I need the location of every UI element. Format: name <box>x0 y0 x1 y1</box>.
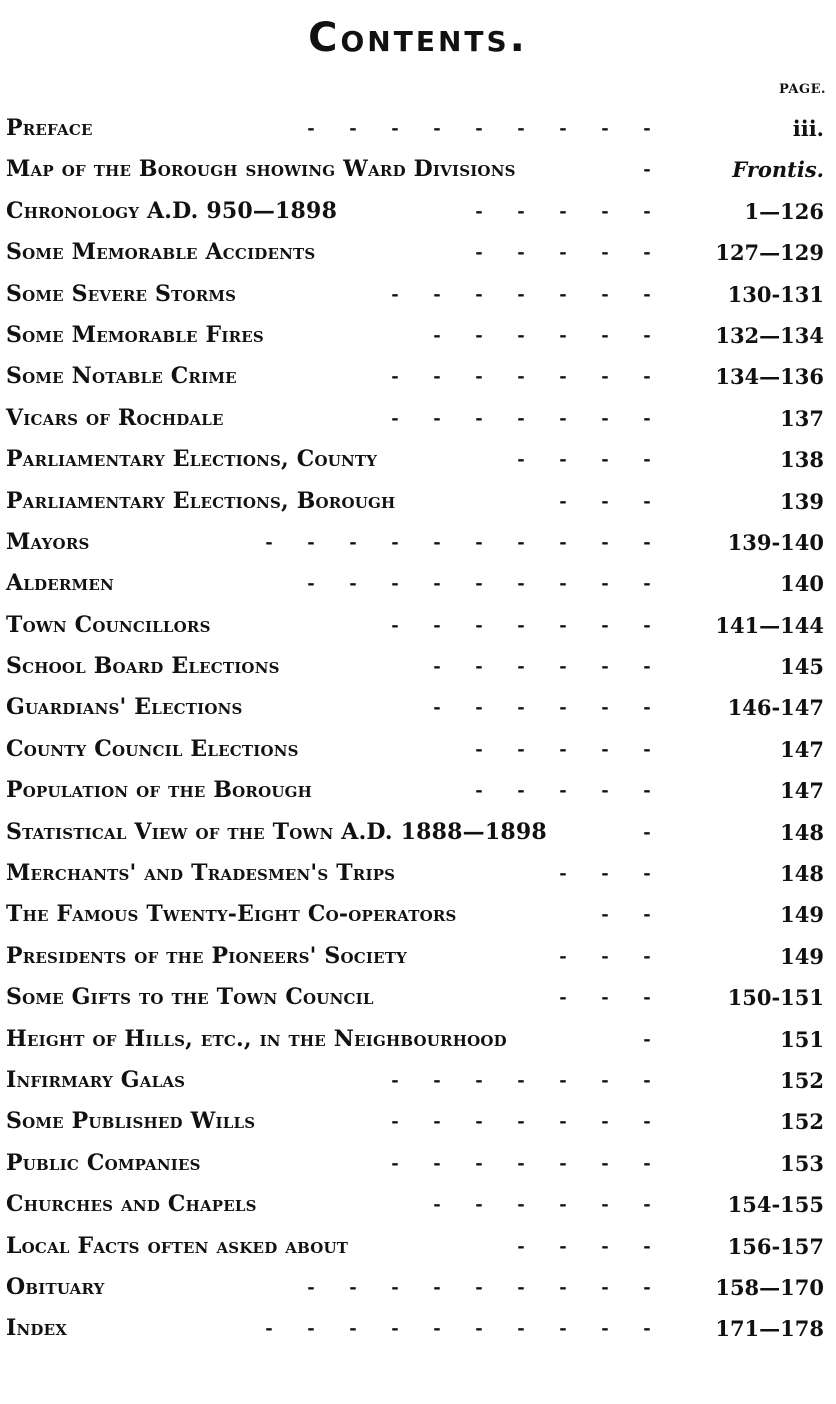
toc-entry-title: Chronology A.D. 950—1898 <box>6 197 338 224</box>
toc-entry-page: 139 <box>780 488 824 514</box>
leader-dot: - <box>433 324 441 346</box>
leader-dot: - <box>643 904 651 926</box>
toc-entry-page: 153 <box>780 1150 824 1176</box>
leader-dots <box>626 149 668 190</box>
leader-dot: - <box>559 1276 567 1298</box>
leader-dot: - <box>433 1069 441 1091</box>
leader-dot: - <box>601 449 609 471</box>
leader-dot: - <box>475 531 483 553</box>
leader-dot: - <box>601 945 609 967</box>
leader-dot: - <box>601 407 609 429</box>
toc-entry-title: Some Published Wills <box>6 1108 256 1135</box>
leader-dot: - <box>601 366 609 388</box>
leader-dot: - <box>601 531 609 553</box>
leader-dot: - <box>433 366 441 388</box>
leader-dot: - <box>643 1111 651 1133</box>
leader-dot: - <box>601 904 609 926</box>
toc-entry-page: 138 <box>780 447 824 473</box>
leader-dot: - <box>517 242 525 264</box>
leader-dots <box>542 481 668 522</box>
leader-dot: - <box>559 656 567 678</box>
leader-dot: - <box>601 324 609 346</box>
toc-entry-page: 145 <box>780 654 824 680</box>
leader-dot: - <box>475 283 483 305</box>
leader-dot: - <box>391 118 399 139</box>
leader-dots <box>584 894 668 935</box>
toc-entry <box>6 894 824 935</box>
toc-entry-page: iii. <box>792 116 824 141</box>
leader-dot: - <box>517 1111 525 1133</box>
leader-dot: - <box>475 738 483 760</box>
leader-dot: - <box>559 283 567 305</box>
leader-dot: - <box>517 697 525 719</box>
leader-dot: - <box>517 614 525 636</box>
toc-entry <box>6 729 824 770</box>
leader-dot: - <box>601 780 609 802</box>
leader-dots <box>542 853 668 894</box>
leader-dot: - <box>265 531 273 553</box>
toc-entry-page: 139-140 <box>727 529 824 555</box>
toc-entry <box>6 1143 824 1184</box>
leader-dot: - <box>601 1276 609 1298</box>
leader-dot: - <box>601 1318 609 1340</box>
leader-dot: - <box>307 1276 315 1298</box>
leader-dot: - <box>643 283 651 305</box>
leader-dot: - <box>349 1318 357 1340</box>
toc-entry <box>6 108 824 149</box>
toc-entry-title: County Council Elections <box>6 735 299 762</box>
leader-dot: - <box>559 490 567 512</box>
toc-entry-page: 171—178 <box>715 1316 824 1342</box>
leader-dot: - <box>517 1152 525 1174</box>
toc-entry-page: 148 <box>780 861 824 887</box>
leader-dots <box>374 1101 668 1142</box>
toc-entry-title: Vicars of Rochdale <box>6 404 224 431</box>
leader-dot: - <box>643 780 651 802</box>
toc-entry <box>6 356 824 397</box>
toc-entry <box>6 687 824 728</box>
leader-dots <box>500 1226 668 1267</box>
leader-dot: - <box>517 1235 525 1257</box>
leader-dot: - <box>643 324 651 346</box>
leader-dot: - <box>643 697 651 719</box>
leader-dot: - <box>433 407 441 429</box>
leader-dot: - <box>433 1318 441 1340</box>
leader-dot: - <box>475 1276 483 1298</box>
leader-dot: - <box>517 200 525 222</box>
leader-dot: - <box>601 490 609 512</box>
leader-dot: - <box>349 573 357 595</box>
leader-dot: - <box>475 573 483 595</box>
leader-dot: - <box>601 1194 609 1216</box>
toc-entry-page: 152 <box>780 1109 824 1135</box>
leader-dot: - <box>475 1194 483 1216</box>
leader-dot: - <box>517 1069 525 1091</box>
leader-dot: - <box>559 945 567 967</box>
toc-entry <box>6 1267 824 1308</box>
leader-dot: - <box>559 614 567 636</box>
toc-entry-title: Height of Hills, etc., in the Neighbourhood <box>6 1025 507 1052</box>
toc-entry-page: 148 <box>780 819 824 845</box>
leader-dot: - <box>433 118 441 139</box>
toc-entry <box>6 812 824 853</box>
toc-entry-page: 141—144 <box>715 612 824 638</box>
leader-dot: - <box>517 1318 525 1340</box>
leader-dot: - <box>517 283 525 305</box>
leader-dot: - <box>433 614 441 636</box>
toc-entry-title: Preface <box>6 115 93 141</box>
leader-dot: - <box>349 1276 357 1298</box>
leader-dot: - <box>643 1028 651 1050</box>
toc-entry-title: Town Councillors <box>6 611 211 638</box>
toc-entry <box>6 1019 824 1060</box>
toc-entry-page: 1—126 <box>744 198 824 224</box>
toc-entry-page: 127—129 <box>715 240 824 266</box>
leader-dots <box>458 232 668 273</box>
leader-dot: - <box>349 531 357 553</box>
leader-dots <box>458 729 668 770</box>
toc-entry-page: 156-157 <box>727 1233 824 1259</box>
toc-entry <box>6 563 824 604</box>
leader-dot: - <box>643 366 651 388</box>
leader-dot: - <box>559 1111 567 1133</box>
leader-dot: - <box>601 614 609 636</box>
leader-dots <box>248 522 668 563</box>
toc-entry-page: 146-147 <box>727 695 824 721</box>
leader-dot: - <box>475 200 483 222</box>
leader-dots <box>416 315 668 356</box>
leader-dot: - <box>643 614 651 636</box>
toc-entry-title: Guardians' Elections <box>6 694 243 721</box>
toc-entry-page: 151 <box>780 1026 824 1052</box>
leader-dots <box>542 977 668 1018</box>
leader-dot: - <box>391 1069 399 1091</box>
leader-dot: - <box>391 407 399 429</box>
toc-entry-page: 158—170 <box>715 1274 824 1300</box>
toc-entry-title: Parliamentary Elections, Borough <box>6 487 396 514</box>
page-column-header: PAGE. <box>779 82 826 97</box>
leader-dot: - <box>601 118 609 139</box>
toc-entry-page: 150-151 <box>727 985 824 1011</box>
leader-dot: - <box>601 242 609 264</box>
leader-dot: - <box>643 242 651 264</box>
leader-dot: - <box>433 531 441 553</box>
toc-entry-title: Index <box>6 1315 68 1342</box>
leader-dot: - <box>559 697 567 719</box>
leader-dot: - <box>601 697 609 719</box>
toc-entry-page: 130-131 <box>727 281 824 307</box>
leader-dot: - <box>643 1235 651 1257</box>
toc-entry-title: Mayors <box>6 528 90 555</box>
leader-dot: - <box>391 531 399 553</box>
toc-entry <box>6 1184 824 1225</box>
toc-entry-title: Infirmary Galas <box>6 1066 186 1093</box>
leader-dots <box>500 439 668 480</box>
leader-dot: - <box>475 242 483 264</box>
leader-dot: - <box>559 118 567 139</box>
leader-dot: - <box>475 1318 483 1340</box>
toc-entry-title: Public Companies <box>6 1149 201 1176</box>
leader-dot: - <box>307 1318 315 1340</box>
toc-entry-page: 149 <box>780 902 824 928</box>
leader-dot: - <box>475 697 483 719</box>
leader-dot: - <box>643 449 651 471</box>
toc-entry-title: Statistical View of the Town A.D. 1888—1898 <box>6 818 547 845</box>
toc-entry <box>6 605 824 646</box>
toc-entry <box>6 1101 824 1142</box>
leader-dot: - <box>433 1111 441 1133</box>
leader-dots <box>374 398 668 439</box>
leader-dot: - <box>643 1276 651 1298</box>
leader-dot: - <box>643 1069 651 1091</box>
leader-dot: - <box>601 283 609 305</box>
leader-dot: - <box>433 697 441 719</box>
toc-entry <box>6 481 824 522</box>
leader-dot: - <box>601 1235 609 1257</box>
toc-entry-title: Churches and Chapels <box>6 1191 257 1218</box>
leader-dots <box>374 1060 668 1101</box>
toc-entry-title: Map of the Borough showing Ward Divisions <box>6 156 516 183</box>
leader-dot: - <box>643 1194 651 1216</box>
toc-entry-title: Some Gifts to the Town Council <box>6 984 374 1011</box>
leader-dot: - <box>307 531 315 553</box>
leader-dot: - <box>559 200 567 222</box>
leader-dot: - <box>643 200 651 222</box>
leader-dot: - <box>601 656 609 678</box>
toc-entry-page: Frontis. <box>732 157 824 183</box>
toc-entry <box>6 1060 824 1101</box>
leader-dot: - <box>517 118 525 139</box>
leader-dot: - <box>475 366 483 388</box>
leader-dot: - <box>517 1194 525 1216</box>
toc-entry <box>6 232 824 273</box>
leader-dot: - <box>601 200 609 222</box>
leader-dot: - <box>559 987 567 1009</box>
leader-dot: - <box>517 573 525 595</box>
leader-dot: - <box>307 118 315 139</box>
toc-entry-page: 137 <box>780 405 824 431</box>
leader-dot: - <box>433 283 441 305</box>
toc-entry-page: 134—136 <box>715 364 824 390</box>
leader-dot: - <box>601 1069 609 1091</box>
leader-dot: - <box>391 366 399 388</box>
leader-dot: - <box>475 1069 483 1091</box>
leader-dot: - <box>643 1152 651 1174</box>
leader-dots <box>626 812 668 853</box>
leader-dot: - <box>643 987 651 1009</box>
leader-dot: - <box>601 863 609 885</box>
leader-dot: - <box>559 780 567 802</box>
table-of-contents <box>6 108 824 1350</box>
leader-dot: - <box>517 324 525 346</box>
toc-entry-page: 154-155 <box>727 1192 824 1218</box>
leader-dots <box>416 1184 668 1225</box>
leader-dot: - <box>559 738 567 760</box>
leader-dot: - <box>391 573 399 595</box>
leader-dots <box>374 1143 668 1184</box>
toc-entry-title: Local Facts often asked about <box>6 1232 349 1259</box>
leader-dot: - <box>643 656 651 678</box>
leader-dot: - <box>475 1152 483 1174</box>
toc-entry-page: 149 <box>780 943 824 969</box>
toc-entry-title: Some Severe Storms <box>6 280 237 307</box>
leader-dot: - <box>475 656 483 678</box>
toc-entry <box>6 522 824 563</box>
leader-dot: - <box>265 1318 273 1340</box>
leader-dot: - <box>559 1069 567 1091</box>
leader-dot: - <box>391 614 399 636</box>
toc-entry <box>6 1226 824 1267</box>
leader-dot: - <box>475 324 483 346</box>
leader-dots <box>374 274 668 315</box>
leader-dots <box>416 687 668 728</box>
toc-entry-page: 152 <box>780 1067 824 1093</box>
leader-dot: - <box>559 1194 567 1216</box>
leader-dot: - <box>517 1276 525 1298</box>
leader-dot: - <box>475 780 483 802</box>
leader-dot: - <box>391 283 399 305</box>
toc-entry <box>6 439 824 480</box>
toc-entry-title: Some Notable Crime <box>6 363 237 390</box>
leader-dot: - <box>433 656 441 678</box>
leader-dot: - <box>559 863 567 885</box>
toc-entry-title: Population of the Borough <box>6 777 313 804</box>
leader-dot: - <box>475 614 483 636</box>
leader-dot: - <box>643 945 651 967</box>
leader-dot: - <box>643 159 651 181</box>
toc-entry <box>6 977 824 1018</box>
leader-dot: - <box>559 573 567 595</box>
leader-dot: - <box>643 407 651 429</box>
leader-dot: - <box>559 531 567 553</box>
leader-dot: - <box>643 573 651 595</box>
leader-dot: - <box>559 407 567 429</box>
leader-dots <box>248 1308 668 1349</box>
toc-entry-page: 140 <box>780 571 824 597</box>
leader-dot: - <box>643 1318 651 1340</box>
leader-dot: - <box>349 118 357 139</box>
page-title: Contents. <box>308 15 528 61</box>
leader-dot: - <box>433 1276 441 1298</box>
toc-entry <box>6 936 824 977</box>
leader-dot: - <box>643 821 651 843</box>
leader-dot: - <box>559 324 567 346</box>
leader-dot: - <box>475 407 483 429</box>
leader-dot: - <box>559 1318 567 1340</box>
toc-entry <box>6 315 824 356</box>
toc-entry-title: Merchants' and Tradesmen's Trips <box>6 860 396 887</box>
leader-dot: - <box>433 573 441 595</box>
leader-dots <box>416 646 668 687</box>
leader-dots <box>458 770 668 811</box>
leader-dot: - <box>517 738 525 760</box>
leader-dot: - <box>517 366 525 388</box>
toc-entry-page: 147 <box>780 736 824 762</box>
leader-dot: - <box>433 1194 441 1216</box>
leader-dot: - <box>559 366 567 388</box>
leader-dot: - <box>559 449 567 471</box>
toc-entry <box>6 191 824 232</box>
toc-entry-title: Presidents of the Pioneers' Society <box>6 942 408 969</box>
leader-dots <box>290 1267 668 1308</box>
leader-dot: - <box>391 1111 399 1133</box>
leader-dots <box>374 356 668 397</box>
leader-dots <box>290 563 668 604</box>
leader-dot: - <box>601 738 609 760</box>
leader-dot: - <box>601 1111 609 1133</box>
toc-entry-title: Aldermen <box>6 570 114 597</box>
leader-dot: - <box>475 1111 483 1133</box>
toc-entry <box>6 1308 824 1349</box>
leader-dot: - <box>475 118 483 139</box>
toc-entry <box>6 398 824 439</box>
leader-dot: - <box>391 1318 399 1340</box>
leader-dot: - <box>601 1152 609 1174</box>
toc-entry-title: School Board Elections <box>6 653 280 680</box>
leader-dot: - <box>307 573 315 595</box>
toc-entry-title: Obituary <box>6 1273 105 1300</box>
leader-dots <box>542 936 668 977</box>
leader-dot: - <box>391 1276 399 1298</box>
leader-dot: - <box>517 656 525 678</box>
leader-dot: - <box>643 490 651 512</box>
toc-entry-title: The Famous Twenty-Eight Co-operators <box>6 901 457 928</box>
leader-dot: - <box>643 531 651 553</box>
leader-dot: - <box>517 531 525 553</box>
leader-dot: - <box>391 1152 399 1174</box>
leader-dot: - <box>643 118 651 139</box>
leader-dots <box>290 108 668 149</box>
leader-dot: - <box>601 573 609 595</box>
toc-entry-title: Some Memorable Accidents <box>6 239 316 266</box>
toc-entry-page: 147 <box>780 778 824 804</box>
leader-dot: - <box>559 1152 567 1174</box>
leader-dot: - <box>517 780 525 802</box>
toc-entry-page: 132—134 <box>715 322 824 348</box>
leader-dot: - <box>559 1235 567 1257</box>
leader-dots <box>374 605 668 646</box>
leader-dot: - <box>559 242 567 264</box>
toc-entry-title: Some Memorable Fires <box>6 321 264 348</box>
toc-entry <box>6 149 824 190</box>
leader-dot: - <box>643 863 651 885</box>
toc-entry <box>6 853 824 894</box>
leader-dot: - <box>601 987 609 1009</box>
leader-dot: - <box>643 738 651 760</box>
leader-dot: - <box>517 407 525 429</box>
toc-entry <box>6 274 824 315</box>
toc-entry <box>6 646 824 687</box>
toc-entry <box>6 770 824 811</box>
leader-dot: - <box>433 1152 441 1174</box>
leader-dots <box>458 191 668 232</box>
leader-dots <box>626 1019 668 1060</box>
leader-dot: - <box>517 449 525 471</box>
toc-entry-title: Parliamentary Elections, County <box>6 446 378 473</box>
